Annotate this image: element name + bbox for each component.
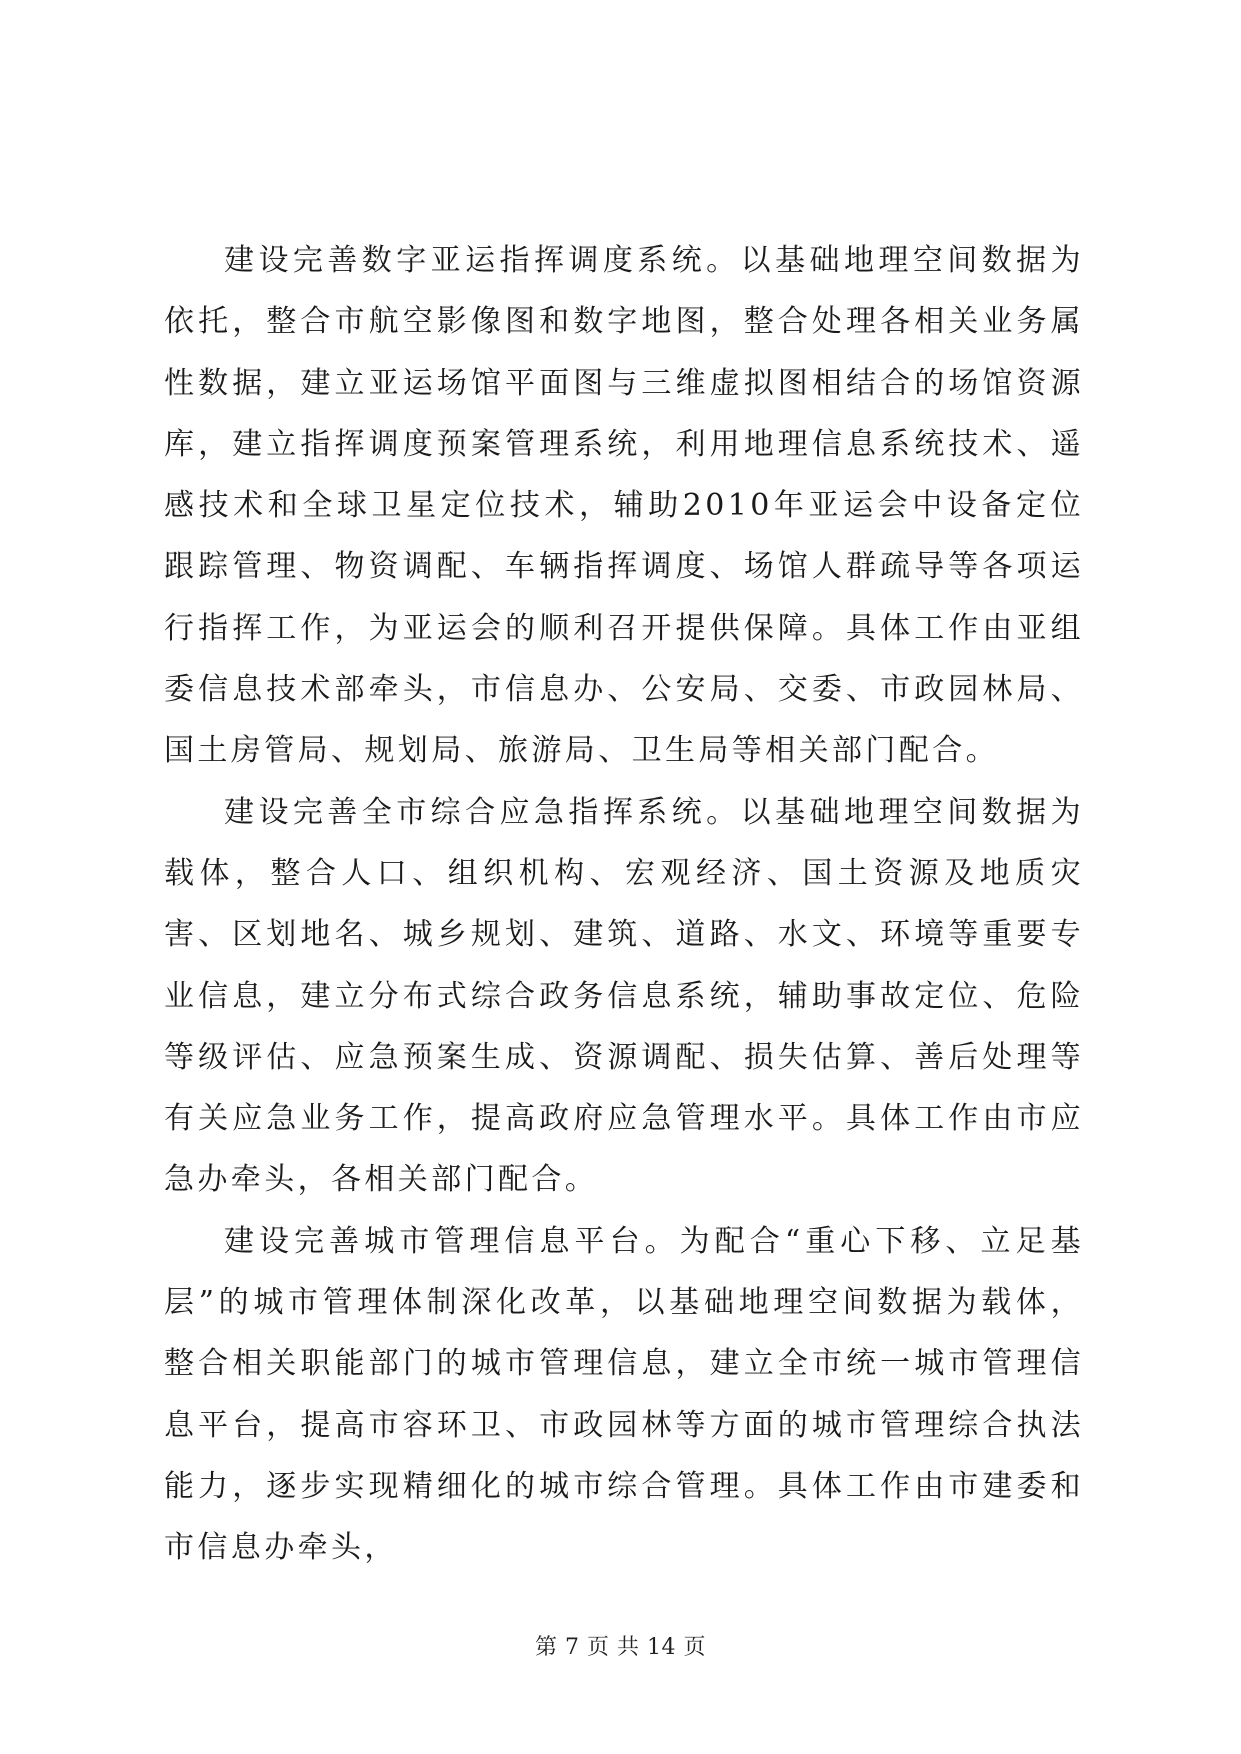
paragraph-city-management: 建设完善城市管理信息平台。为配合“重心下移、立足基层”的城市管理体制深化改革，以基础地理空间数据为载体，整合相关职能部门的城市管理信息，建立全市统一城市管理信息平台，提高市容环卫、市政园林等方面的城市管理综合执法能力，逐步实现精细化的城市综合管理。具体工作由市建委和市信息办牵头，	[164, 1223, 1084, 1566]
page-footer: 第 7 页 共 14 页	[535, 1635, 706, 1660]
paragraph-emergency-command: 建设完善全市综合应急指挥系统。以基础地理空间数据为载体，整合人口、组织机构、宏观经济、国土资源及地质灾害、区划地名、城乡规划、建筑、道路、水文、环境等重要专业信息，建立分布式综合政务信息系统，辅助事故定位、危险等级评估、应急预案生成、资源调配、损失估算、善后处理等有关应急业务工作，提高政府应急管理水平。具体工作由市应急办牵头，各相关部门配合。	[164, 794, 1084, 1198]
paragraph-digital-asian-games: 建设完善数字亚运指挥调度系统。以基础地理空间数据为依托，整合市航空影像图和数字地图，整合处理各相关业务属性数据，建立亚运场馆平面图与三维虚拟图相结合的场馆资源库，建立指挥调度预案管理系统，利用地理信息系统技术、遥感技术和全球卫星定位技术，辅助2010年亚运会中设备定位跟踪管理、物资调配、车辆指挥调度、场馆人群疏导等各项运行指挥工作，为亚运会的顺利召开提供保障。具体工作由亚组委信息技术部牵头，市信息办、公安局、交委、市政园林局、国土房管局、规划局、旅游局、卫生局等相关部门配合。	[164, 243, 1084, 769]
body-text	[164, 230, 1084, 1579]
